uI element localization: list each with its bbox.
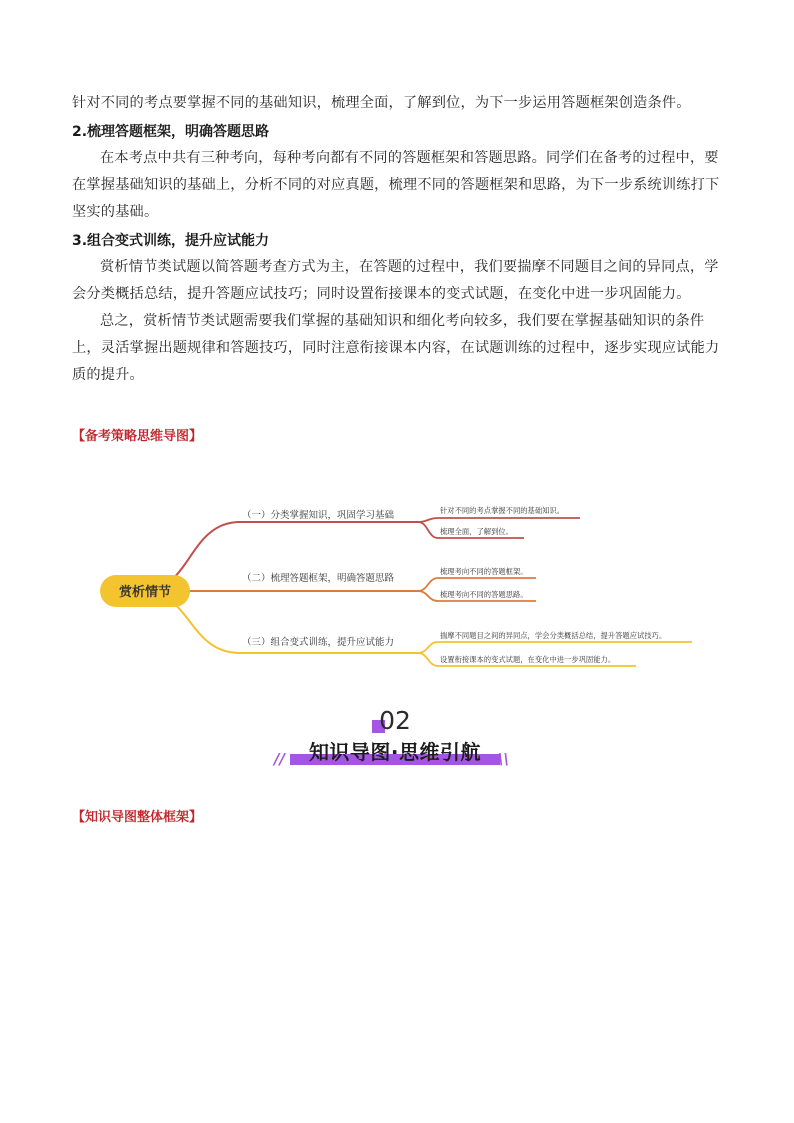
leaf-1-2-label: 梳理全面，了解到位。 bbox=[440, 527, 513, 536]
section-heading-3: 3.组合变式训练，提升应试能力 bbox=[72, 233, 270, 249]
section-banner bbox=[270, 702, 520, 782]
strategy-mindmap-label: 【备考策略思维导图】 bbox=[72, 429, 203, 444]
leaf-3-1-label: 揣摩不同题目之间的异同点，学会分类概括总结，提升答题应试技巧。 bbox=[440, 631, 667, 640]
leaf-2-2-label: 梳理考向不同的答题思路。 bbox=[440, 590, 528, 599]
paragraph-summary: 总之，赏析情节类试题需要我们掌握的基础知识和细化考向较多，我们要在掌握基础知识的条件上，灵活掌握出题规律和答题技巧，同时注意衔接课本内容，在试题训练的过程中，逐步实现应试能力质的提升。 bbox=[72, 313, 720, 383]
banner-slash-right-icon: \\ bbox=[498, 750, 509, 768]
leaf-3-2-label: 设置衔接课本的变式试题，在变化中进一步巩固能力。 bbox=[440, 655, 616, 664]
framework-label: 【知识导图整体框架】 bbox=[72, 810, 203, 825]
branch-2-label: （二）梳理答题框架，明确答题思路 bbox=[242, 573, 395, 584]
section-heading-2: 2.梳理答题框架，明确答题思路 bbox=[72, 124, 270, 140]
banner-number: 02 bbox=[379, 706, 411, 735]
branch-1-label: （一）分类掌握知识，巩固学习基础 bbox=[242, 510, 395, 521]
branch-3-label: （三）组合变式训练，提升应试能力 bbox=[242, 637, 395, 648]
leaf-1-1-label: 针对不同的考点掌握不同的基础知识。 bbox=[440, 506, 565, 515]
banner-slash-left-icon: // bbox=[274, 750, 285, 768]
paragraph-answer-framework: 在本考点中共有三种考向，每种考向都有不同的答题框架和答题思路。同学们在备考的过程中，要在掌握基础知识的基础上，分析不同的对应真题，梳理不同的答题框架和思路，为下一步系统训练打下坚实的基础。 bbox=[72, 150, 720, 220]
leaf-1-1-connector bbox=[418, 518, 580, 522]
leaf-3-1-connector bbox=[418, 642, 692, 653]
strategy-mindmap bbox=[90, 488, 710, 683]
banner-title: 知识导图·思维引航 bbox=[308, 740, 482, 764]
mindmap-root-label: 赏析情节 bbox=[118, 585, 172, 600]
paragraph-basic-knowledge: 针对不同的考点要掌握不同的基础知识，梳理全面，了解到位，为下一步运用答题框架创造条件。 bbox=[72, 95, 691, 111]
paragraph-variant-training: 赏析情节类试题以简答题考查方式为主，在答题的过程中，我们要揣摩不同题目之间的异同点，学会分类概括总结，提升答题应试技巧；同时设置衔接课本的变式试题，在变化中进一步巩固能力。 bbox=[72, 259, 719, 302]
leaf-2-1-label: 梳理考向不同的答题框架。 bbox=[440, 567, 528, 576]
